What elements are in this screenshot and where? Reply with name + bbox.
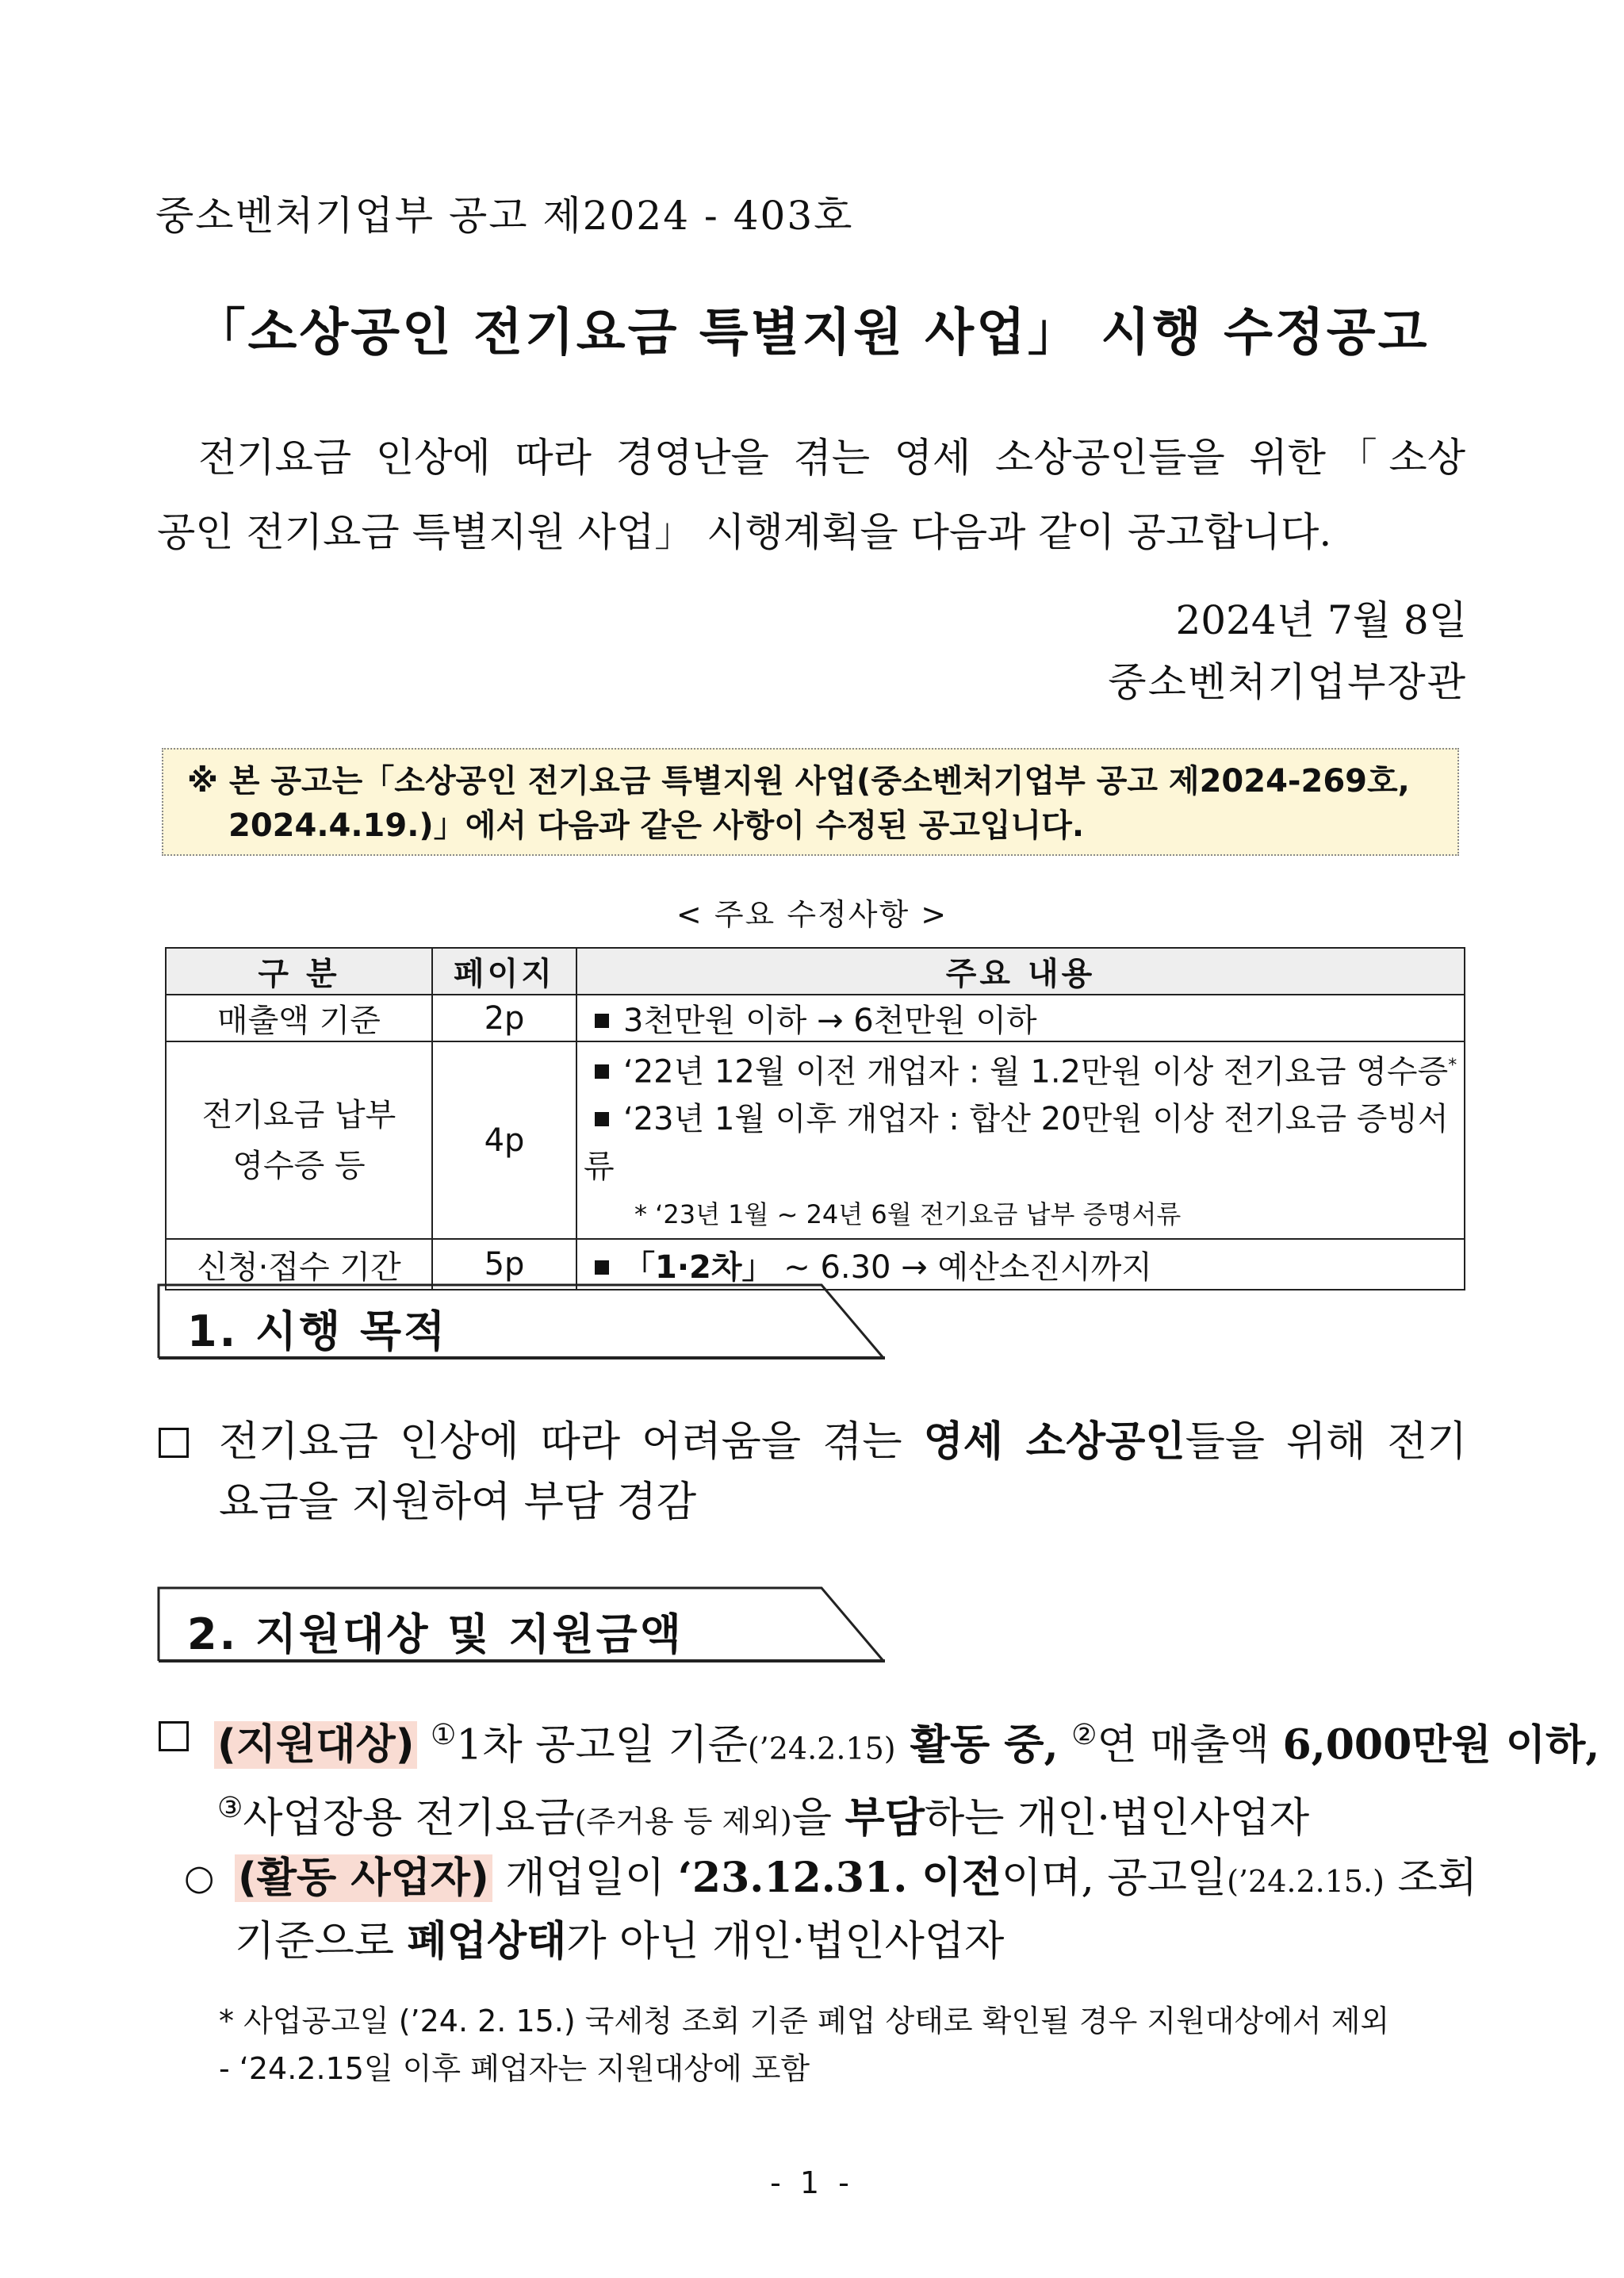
square-bullet-icon xyxy=(595,1260,609,1275)
support-target-label: (지원대상) xyxy=(214,1721,417,1769)
table-row xyxy=(166,995,1465,1041)
amendment-notice-box xyxy=(162,748,1459,856)
notice-date: 2024년 7월 8일 xyxy=(1175,597,1467,643)
row3-page: 5p xyxy=(432,1239,576,1290)
square-bullet-icon xyxy=(595,1112,609,1126)
section-2-heading: 2. 지원대상 및 지원금액 xyxy=(187,1609,684,1659)
note-2: - ‘24.2.15일 이후 폐업자는 지원대상에 포함 xyxy=(219,2051,810,2086)
note-1: * 사업공고일 (’24. 2. 15.) 국세청 조회 기준 폐업 상태로 확인될 경우 지원대상에서 제외 xyxy=(219,2004,1390,2038)
active-business-label: (활동 사업자) xyxy=(235,1854,492,1902)
row2-category: 전기요금 납부 영수증 등 xyxy=(166,1041,432,1239)
row2-content: ‘22년 12월 이전 개업자 : 월 1.2만원 이상 전기요금 영수증* ‘23년 1월 이후 개업자 : 합산 20만원 이상 전기요금 증빙서류 * ‘23년 1월 ~ 24년 6월 전기요금 납부 증명서류 xyxy=(576,1041,1465,1239)
intro-line-1: 전기요금 인상에 따라 경영난을 겪는 영세 소상공인들을 위한「소상 xyxy=(198,435,1465,481)
row1-content: 3천만원 이하 → 6천만원 이하 xyxy=(576,995,1465,1041)
amendment-notice-line-1: ※ 본 공고는「소상공인 전기요금 특별지원 사업(중소벤처기업부 공고 제2024-269호, xyxy=(187,763,1410,800)
row3-category: 신청·접수 기간 xyxy=(166,1239,432,1290)
summary-table xyxy=(165,947,1465,1290)
table-row xyxy=(166,1041,1465,1239)
row2-footnote: * ‘23년 1월 ~ 24년 6월 전기요금 납부 증명서류 xyxy=(634,1199,1182,1230)
intro-paragraph xyxy=(157,420,1465,570)
header-content: 주요 내용 xyxy=(576,948,1465,995)
row1-category: 매출액 기준 xyxy=(166,995,432,1041)
document-title: 「소상공인 전기요금 특별지원 사업」 시행 수정공고 xyxy=(194,304,1430,362)
section-2-notes xyxy=(219,1997,1472,2092)
issuer: 중소벤처기업부장관 xyxy=(1108,659,1467,705)
active-business-paragraph: (활동 사업자) 개업일이 ‘23.12.31. 이전이며, 공고일(’24.2.15.) 조회 기준으로 폐업상태가 아닌 개인·법인사업자 xyxy=(235,1854,1477,1965)
page-number: - 1 - xyxy=(770,2165,854,2200)
table-row xyxy=(166,1239,1465,1290)
row3-content: 「1·2차」 ~ 6.30 → 예산소진시까지 xyxy=(576,1239,1465,1290)
header-page: 페이지 xyxy=(432,948,576,995)
section-2-heading-tab xyxy=(157,1586,887,1662)
section-1-heading-tab xyxy=(157,1283,887,1360)
notice-number: 중소벤처기업부 공고 제2024 - 403호 xyxy=(155,193,854,239)
checkbox-icon xyxy=(159,1428,189,1458)
square-bullet-icon xyxy=(595,1014,609,1028)
table-caption: < 주요 수정사항 > xyxy=(676,897,948,932)
checkbox-icon xyxy=(159,1721,189,1751)
circle-bullet-icon: ○ xyxy=(184,1858,215,1898)
row1-page: 2p xyxy=(432,995,576,1041)
support-target-paragraph: (지원대상) ①1차 공고일 기준(’24.2.15) 활동 중, ②연 매출액 6,000만원 이하, ③사업장용 전기요금(주거용 등 제외)을 부담하는 개인·법인사업자 xyxy=(214,1705,1475,1852)
table-header-row xyxy=(166,948,1465,995)
section-1-heading: 1. 시행 목적 xyxy=(187,1306,448,1356)
amendment-notice-line-2: 2024.4.19.)」에서 다음과 같은 사항이 수정된 공고입니다. xyxy=(228,807,1085,844)
square-bullet-icon xyxy=(595,1064,609,1079)
row2-page: 4p xyxy=(432,1041,576,1239)
section-1-paragraph: 전기요금 인상에 따라 어려움을 겪는 영세 소상공인들을 위해 전기 요금을 지원하여 부담 경감 xyxy=(219,1417,1467,1526)
intro-line-2: 공인 전기요금 특별지원 사업」 시행계획을 다음과 같이 공고합니다. xyxy=(157,509,1332,555)
header-category: 구 분 xyxy=(166,948,432,995)
